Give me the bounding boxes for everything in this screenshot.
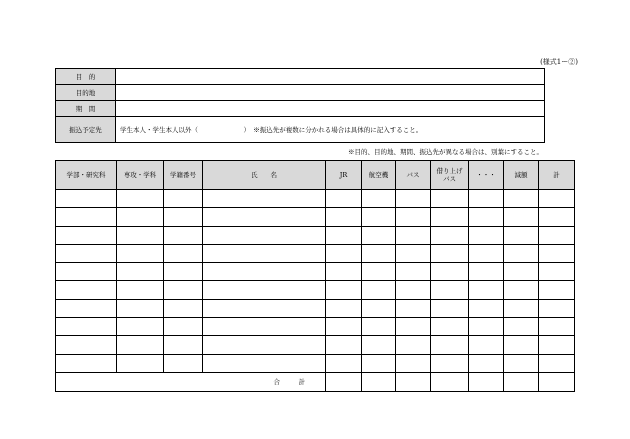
name-cell[interactable]: [203, 190, 326, 208]
faculty-header: 学部・研究科: [56, 161, 117, 190]
faculty-cell[interactable]: [56, 190, 117, 208]
airplane-cell[interactable]: [362, 318, 396, 336]
total-header: 計: [539, 161, 575, 190]
fare-table-body: [56, 190, 575, 373]
major-cell[interactable]: [117, 244, 164, 262]
purpose-table: [55, 68, 545, 143]
student-no-cell[interactable]: [164, 263, 203, 281]
total-row: [56, 372, 575, 391]
total-cell[interactable]: [539, 281, 575, 299]
reduction-cell[interactable]: [504, 263, 539, 281]
purpose-field[interactable]: [116, 69, 545, 85]
other-cell[interactable]: [469, 336, 504, 354]
charter-bus-cell[interactable]: [431, 299, 469, 317]
major-cell[interactable]: [117, 299, 164, 317]
total-cell[interactable]: [539, 244, 575, 262]
reduction-cell[interactable]: [504, 318, 539, 336]
reduction-cell[interactable]: [504, 336, 539, 354]
reduction-cell[interactable]: [504, 190, 539, 208]
major-cell[interactable]: [117, 336, 164, 354]
faculty-cell[interactable]: [56, 318, 117, 336]
reduction-cell[interactable]: [504, 226, 539, 244]
bus-header: バス: [396, 161, 431, 190]
table-row: [56, 208, 575, 226]
airplane-cell[interactable]: [362, 226, 396, 244]
total-cell[interactable]: [539, 226, 575, 244]
reduction-header: 減額: [504, 161, 539, 190]
bus-cell[interactable]: [396, 354, 431, 372]
table-row: [56, 281, 575, 299]
bus-cell[interactable]: [396, 281, 431, 299]
charter-bus-cell[interactable]: [431, 190, 469, 208]
bus-cell[interactable]: [396, 263, 431, 281]
charter-bus-header: [431, 161, 469, 190]
name-cell[interactable]: [203, 299, 326, 317]
student-no-cell[interactable]: [164, 226, 203, 244]
major-cell[interactable]: [117, 226, 164, 244]
other-cell[interactable]: [469, 318, 504, 336]
total-charter-bus-cell[interactable]: [431, 372, 469, 391]
bus-cell[interactable]: [396, 226, 431, 244]
name-cell[interactable]: [203, 354, 326, 372]
bus-cell[interactable]: [396, 244, 431, 262]
student-no-cell[interactable]: [164, 190, 203, 208]
jr-cell[interactable]: [326, 263, 362, 281]
purpose-row: [56, 69, 545, 85]
charter-bus-cell[interactable]: [431, 244, 469, 262]
student-no-cell[interactable]: [164, 336, 203, 354]
airplane-cell[interactable]: [362, 299, 396, 317]
airplane-cell[interactable]: [362, 190, 396, 208]
jr-cell[interactable]: [326, 336, 362, 354]
jr-cell[interactable]: [326, 244, 362, 262]
total-reduction-cell[interactable]: [504, 372, 539, 391]
student-no-cell[interactable]: [164, 354, 203, 372]
faculty-cell[interactable]: [56, 281, 117, 299]
payee-field[interactable]: 学生本人・学生本人以外（ ） ※振込先が複数に分かれる場合は具体的に記入すること。: [116, 117, 545, 143]
payee-label: 振込予定先: [56, 117, 116, 143]
table-row: [56, 299, 575, 317]
major-cell[interactable]: [117, 354, 164, 372]
faculty-cell[interactable]: [56, 226, 117, 244]
name-cell[interactable]: [203, 208, 326, 226]
total-cell[interactable]: [539, 318, 575, 336]
jr-cell[interactable]: [326, 299, 362, 317]
total-jr-cell[interactable]: [326, 372, 362, 391]
faculty-cell[interactable]: [56, 244, 117, 262]
other-cell[interactable]: [469, 226, 504, 244]
airplane-cell[interactable]: [362, 208, 396, 226]
student-no-cell[interactable]: [164, 208, 203, 226]
total-cell[interactable]: [539, 336, 575, 354]
charter-bus-cell[interactable]: [431, 226, 469, 244]
total-cell[interactable]: [539, 299, 575, 317]
name-cell[interactable]: [203, 226, 326, 244]
other-cell[interactable]: [469, 244, 504, 262]
name-cell[interactable]: [203, 318, 326, 336]
total-label: 合 計: [56, 372, 326, 391]
total-cell[interactable]: [539, 263, 575, 281]
charter-bus-cell[interactable]: [431, 354, 469, 372]
reduction-cell[interactable]: [504, 244, 539, 262]
fare-table-header: [56, 161, 575, 190]
faculty-cell[interactable]: [56, 208, 117, 226]
jr-cell[interactable]: [326, 190, 362, 208]
student-no-cell[interactable]: [164, 281, 203, 299]
total-cell[interactable]: [539, 208, 575, 226]
name-header: 氏 名: [203, 161, 326, 190]
period-label: 期 間: [56, 101, 116, 117]
major-cell[interactable]: [117, 263, 164, 281]
total-sum-cell[interactable]: [539, 372, 575, 391]
purpose-label: 目 的: [56, 69, 116, 85]
airplane-cell[interactable]: [362, 336, 396, 354]
airplane-cell[interactable]: [362, 281, 396, 299]
jr-cell[interactable]: [326, 354, 362, 372]
major-cell[interactable]: [117, 190, 164, 208]
airplane-cell[interactable]: [362, 244, 396, 262]
reduction-cell[interactable]: [504, 354, 539, 372]
total-other-cell[interactable]: [469, 372, 504, 391]
major-header: 専攻・学科: [117, 161, 164, 190]
faculty-cell[interactable]: [56, 336, 117, 354]
charter-bus-cell[interactable]: [431, 208, 469, 226]
bus-cell[interactable]: [396, 318, 431, 336]
jr-cell[interactable]: [326, 281, 362, 299]
name-cell[interactable]: [203, 263, 326, 281]
faculty-cell[interactable]: [56, 263, 117, 281]
charter-bus-cell[interactable]: [431, 281, 469, 299]
name-cell[interactable]: [203, 336, 326, 354]
student-no-cell[interactable]: [164, 299, 203, 317]
charter-bus-cell[interactable]: [431, 263, 469, 281]
other-cell[interactable]: [469, 299, 504, 317]
table-row: [56, 244, 575, 262]
student-no-header: 学籍番号: [164, 161, 203, 190]
student-no-cell[interactable]: [164, 244, 203, 262]
faculty-cell[interactable]: [56, 299, 117, 317]
charter-bus-cell[interactable]: [431, 336, 469, 354]
bus-cell[interactable]: [396, 336, 431, 354]
major-cell[interactable]: [117, 281, 164, 299]
airplane-cell[interactable]: [362, 354, 396, 372]
bus-cell[interactable]: [396, 299, 431, 317]
bus-cell[interactable]: [396, 190, 431, 208]
table-row: [56, 336, 575, 354]
total-airplane-cell[interactable]: [362, 372, 396, 391]
jr-cell[interactable]: [326, 226, 362, 244]
charter-bus-header-line1: 借り上げ: [436, 167, 463, 175]
student-no-cell[interactable]: [164, 318, 203, 336]
jr-cell[interactable]: [326, 318, 362, 336]
table-row: [56, 226, 575, 244]
faculty-cell[interactable]: [56, 354, 117, 372]
destination-label: 目的地: [56, 85, 116, 101]
jr-header: JR: [326, 161, 362, 190]
airplane-cell[interactable]: [362, 263, 396, 281]
name-cell[interactable]: [203, 281, 326, 299]
payee-row: [56, 117, 545, 143]
period-field[interactable]: [116, 101, 545, 117]
other-cell[interactable]: [469, 354, 504, 372]
destination-field[interactable]: [116, 85, 545, 101]
other-cell[interactable]: [469, 281, 504, 299]
other-cell[interactable]: [469, 208, 504, 226]
other-cell[interactable]: [469, 263, 504, 281]
period-row: [56, 101, 545, 117]
reduction-cell[interactable]: [504, 299, 539, 317]
total-cell[interactable]: [539, 190, 575, 208]
other-cell[interactable]: [469, 190, 504, 208]
other-header: ・・・: [469, 161, 504, 190]
table-row: [56, 354, 575, 372]
major-cell[interactable]: [117, 318, 164, 336]
name-cell[interactable]: [203, 244, 326, 262]
bus-cell[interactable]: [396, 208, 431, 226]
table-row: [56, 190, 575, 208]
form-id: (様式1ー②): [540, 58, 578, 66]
table-row: [56, 263, 575, 281]
charter-bus-header-line2: バス: [443, 175, 456, 183]
reduction-cell[interactable]: [504, 281, 539, 299]
total-bus-cell[interactable]: [396, 372, 431, 391]
separate-sheet-note: ※目的、目的地、期間、振込先が異なる場合は、別葉にすること。: [348, 148, 543, 156]
destination-row: [56, 85, 545, 101]
charter-bus-cell[interactable]: [431, 318, 469, 336]
fare-table: [55, 160, 575, 392]
reduction-cell[interactable]: [504, 208, 539, 226]
table-row: [56, 318, 575, 336]
jr-cell[interactable]: [326, 208, 362, 226]
airplane-header: 航空機: [362, 161, 396, 190]
major-cell[interactable]: [117, 208, 164, 226]
total-cell[interactable]: [539, 354, 575, 372]
